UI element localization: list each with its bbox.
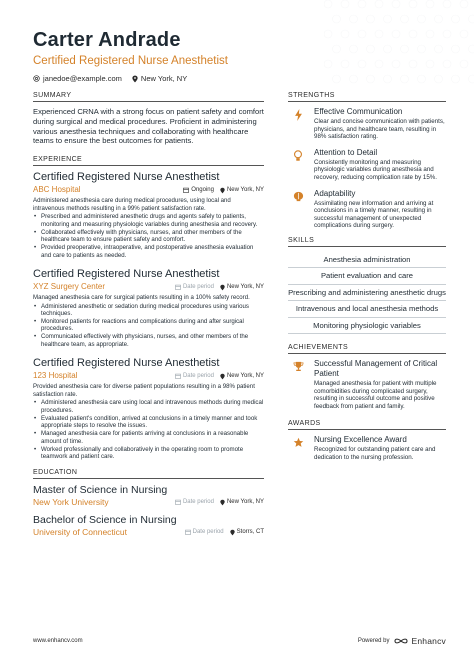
degree-title: Bachelor of Science in Nursing [33,514,177,527]
job-date: Date period [182,373,214,380]
map-pin-icon [220,373,225,380]
strength-item [288,107,446,141]
job-title: Certified Registered Nurse Anesthetist [33,268,220,280]
map-pin-icon [230,529,235,536]
candidate-name: Carter Andrade [33,29,181,51]
list-item: • Administered anesthesia care using local and intravenous methods during medical procedures. [33,399,264,414]
strength-desc: Assimilating new information and arriving at conclusions in a timely manner, resulting in successful management of unexpected complications during surgery. [314,199,434,230]
list-item: • Prescribed and administered anesthetic drugs and agents safely to patients, monitoring and measuring physiologic variables during anesthesia and recovery. [33,213,264,228]
education-entry [33,514,264,537]
edu-date: Date period [182,499,214,506]
list-item: • Provided preoperative, intraoperative, and postoperative anesthesia evaluation and care to patients as needed. [33,244,264,259]
email-item[interactable] [33,74,122,83]
list-item: • Monitored patients for reactions and complications during and after surgical procedures. [33,318,264,333]
summary-heading: SUMMARY [33,92,264,102]
map-pin-icon [132,75,138,83]
strength-item [288,189,446,230]
awards-heading: AWARDS [288,420,446,430]
email-text: janedoe@example.com [43,74,122,83]
job-location: New York, NY [226,373,264,380]
calendar-icon [175,284,181,290]
edu-date: Date period [192,529,224,536]
award-item [288,435,446,461]
job-meta [33,371,264,381]
job-date: Date period [182,284,214,290]
skill-item: Intravenous and local anesthesia methods [288,301,446,317]
strength-title: Attention to Detail [314,147,378,157]
job-location: New York, NY [226,284,264,290]
strength-desc: Clear and concise communication with patients, physicians, and healthcare team, resulting in 98% satisfaction rating. [314,118,445,141]
contact-row [33,74,453,83]
job-location: New York, NY [226,187,264,194]
job-entry [33,171,264,259]
skill-item: Prescribing and administering anesthetic drugs [288,285,446,301]
education-heading: EDUCATION [33,469,264,479]
award-title: Nursing Excellence Award [314,435,407,445]
header [33,28,453,83]
company-name: XYZ Surgery Center [33,282,106,291]
achievement-title: Successful Management of Critical Patient [314,358,438,378]
achievements-heading: ACHIEVEMENTS [288,344,446,354]
brand-name: Enhancv [411,636,446,646]
list-item: • Communicated effectively with physicians, nurses, and other members of the healthcare team, as appropriate. [33,333,264,348]
calendar-icon [185,529,191,535]
job-description: Managed anesthesia care for surgical patients resulting in a 100% safety record. [33,294,250,301]
list-item: • Administered anesthetic or sedation during medical procedures using various techniques. [33,303,264,318]
skills-list [288,252,446,334]
job-entry [33,268,264,348]
company-name: 123 Hospital [33,371,78,381]
footer-brand[interactable] [358,636,446,646]
education-entry [33,484,264,507]
job-bullets [33,399,264,460]
job-title: Certified Registered Nurse Anesthetist [33,357,220,370]
strength-title: Effective Communication [314,107,403,116]
skill-item: Anesthesia administration [288,252,446,268]
job-meta [33,185,264,195]
map-pin-icon [220,284,225,291]
achievement-desc: Managed anesthesia for patient with multiple comorbidities during complicated surgery, resulting in successful outcome and positive feedback from patient and family. [314,379,437,410]
edu-location: New York, NY [226,499,264,506]
degree-title: Master of Science in Nursing [33,484,168,497]
school-name: University of Connecticut [33,527,128,538]
at-icon [33,75,40,82]
achievement-item [288,359,446,410]
company-name: ABC Hospital [33,185,81,195]
strength-desc: Consistently monitoring and measuring physiologic variables during anesthesia and recovery, reducing complication rate by 15%. [314,158,438,181]
summary-text: Experienced CRNA with a strong focus on patient safety and comfort during surgical and medical procedures. Proficient in administering various anesthesia techniques and collaborating with healthcare teams to ensure the best outcomes for patients. [33,107,264,146]
list-item: • Managed anesthesia care for patients arriving at conclusions in a reasonable amount of time. [33,430,264,445]
school-name: New York University [33,497,109,508]
job-description: Administered anesthesia care during medical procedures, using local and intravenous methods resulting in a 99% patient satisfaction rate. [33,197,231,212]
list-item: • Evaluated patient's condition, arrived at conclusions in a timely manner and took appropriate steps to resolve the issues. [33,415,264,430]
location-item [132,74,187,83]
job-entry [33,357,264,460]
brain-icon [288,189,308,230]
job-bullets [33,213,264,259]
skill-item: Patient evaluation and care [288,268,446,284]
experience-heading: EXPERIENCE [33,156,264,166]
map-pin-icon [220,187,225,194]
calendar-icon [175,499,181,505]
trophy-icon [288,359,308,410]
right-column [288,92,446,472]
map-pin-icon [220,499,225,506]
strength-title: Adaptability [314,188,356,198]
enhancv-logo-icon [394,637,408,645]
strength-item [288,148,446,182]
job-bullets [33,303,264,349]
star-icon [288,435,308,461]
award-desc: Recognized for outstanding patient care and dedication to the nursing profession. [314,446,436,461]
job-date: Ongoing [191,187,214,194]
footer [33,636,446,646]
list-item: • Worked professionally and collaboratively in the operating room to promote teamwork and patient care. [33,446,264,461]
job-description: Provided anesthesia care for diverse patient populations resulting in a 98% patient satisfaction rate. [33,383,255,398]
calendar-icon [175,373,181,379]
powered-by-text: Powered by [357,638,390,644]
list-item: • Collaborated effectively with physicians, nurses, and other members of the healthcare team to ensure patient safety and comfort. [33,229,264,244]
location-text: New York, NY [140,74,188,83]
candidate-role: Certified Registered Nurse Anesthetist [33,55,228,67]
lightbulb-icon [288,148,308,182]
edu-location: Storrs, CT [236,529,264,536]
job-meta [33,282,264,292]
strengths-heading: STRENGTHS [288,92,446,102]
calendar-icon [183,187,189,193]
skills-heading: SKILLS [288,237,446,247]
footer-website[interactable]: www.enhancv.com [33,638,83,644]
job-title: Certified Registered Nurse Anesthetist [33,171,220,184]
left-column [33,92,264,544]
lightning-icon [288,107,308,141]
skill-item: Monitoring physiologic variables [288,318,446,334]
